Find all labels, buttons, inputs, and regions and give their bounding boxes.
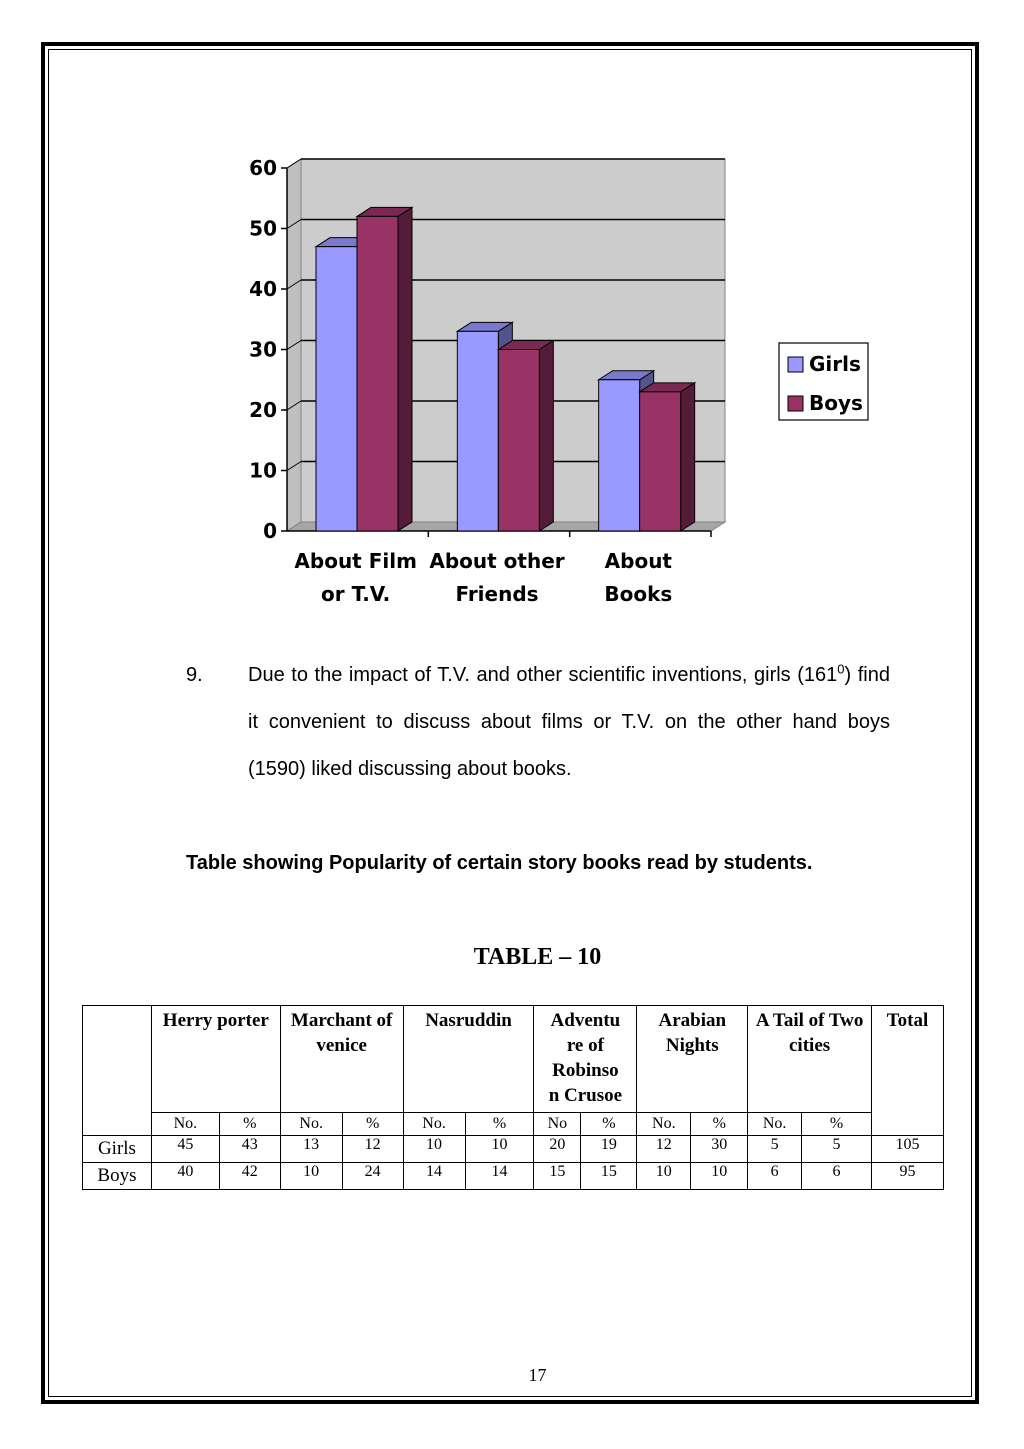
table-subheader-row: [83, 1113, 944, 1136]
header-arabian-nights: Arabian Nights: [637, 1006, 748, 1113]
table-cell: 5: [802, 1136, 872, 1163]
popularity-table: [82, 1005, 944, 1190]
y-tick-label: 30: [249, 337, 277, 362]
bar-boys: [498, 350, 539, 532]
subheader-cell: %: [691, 1113, 748, 1136]
table-cell: 95: [871, 1163, 943, 1190]
table-cell: 30: [691, 1136, 748, 1163]
table-cell: 24: [342, 1163, 403, 1190]
table-cell: 42: [219, 1163, 280, 1190]
legend-label-girls: Girls: [809, 352, 861, 376]
table-cell: 12: [637, 1136, 691, 1163]
row-label: Girls: [83, 1136, 152, 1163]
header-tail-of-two-cities: A Tail of Two cities: [748, 1006, 872, 1113]
table-cell: 15: [581, 1163, 637, 1190]
table-caption: Table showing Popularity of certain story books read by students.: [186, 852, 813, 874]
table-cell: 12: [342, 1136, 403, 1163]
subheader-cell: No.: [637, 1113, 691, 1136]
bar-chart: [240, 150, 890, 620]
subheader-cell: %: [802, 1113, 872, 1136]
x-category-label: Books: [604, 582, 673, 606]
bar-girls: [599, 380, 640, 531]
table-cell: 20: [534, 1136, 581, 1163]
subheader-cell: No.: [151, 1113, 219, 1136]
bar-side: [681, 383, 695, 531]
header-herry-porter: Herry porter: [151, 1006, 280, 1113]
header-total: Total: [871, 1006, 943, 1136]
y-tick-label: 60: [249, 156, 277, 180]
subheader-cell: %: [581, 1113, 637, 1136]
subheader-cell: No: [534, 1113, 581, 1136]
subheader-cell: %: [465, 1113, 534, 1136]
paragraph-9: [186, 652, 890, 793]
x-category-label: Friends: [455, 582, 539, 606]
table-cell: 14: [403, 1163, 465, 1190]
x-category-label: About: [604, 549, 673, 573]
table-cell: 105: [871, 1136, 943, 1163]
x-category-label: or T.V.: [321, 582, 391, 606]
bar-boys: [640, 392, 681, 531]
page-number: 17: [528, 1365, 547, 1385]
table-cell: 43: [219, 1136, 280, 1163]
chart-category-labels: [294, 549, 672, 606]
x-category-label: About Film: [294, 549, 417, 573]
header-adventure-robinson-crusoe: Adventu re of Robinso n Crusoe: [534, 1006, 637, 1113]
table-title: TABLE – 10: [473, 944, 602, 970]
row-label: Boys: [83, 1163, 152, 1190]
paragraph-number: 9.: [186, 664, 203, 686]
subheader-cell: No.: [280, 1113, 342, 1136]
bar-girls: [457, 331, 498, 531]
subheader-cell: %: [219, 1113, 280, 1136]
header-nasruddin: Nasruddin: [403, 1006, 534, 1113]
table-cell: 10: [691, 1163, 748, 1190]
table-cell: 10: [403, 1136, 465, 1163]
y-tick-label: 0: [263, 519, 277, 543]
subheader-cell: %: [342, 1113, 403, 1136]
legend-label-boys: Boys: [809, 391, 863, 415]
table-cell: 6: [802, 1163, 872, 1190]
table-cell: 6: [748, 1163, 802, 1190]
bar-side: [398, 207, 412, 531]
chart-legend: [779, 343, 868, 420]
table-cell: 5: [748, 1136, 802, 1163]
bar-girls: [316, 247, 357, 531]
header-marchant-of-venice: Marchant of venice: [280, 1006, 403, 1113]
legend-swatch-boys: [788, 396, 803, 411]
y-tick-label: 10: [249, 458, 277, 483]
blank-header-cell: [83, 1006, 152, 1136]
table-cell: 10: [280, 1163, 342, 1190]
table-cell: 45: [151, 1136, 219, 1163]
subheader-cell: No.: [748, 1113, 802, 1136]
legend-swatch-girls: [788, 357, 803, 372]
table-cell: 10: [465, 1136, 534, 1163]
table-cell: 19: [581, 1136, 637, 1163]
table-cell: 15: [534, 1163, 581, 1190]
bar-boys: [357, 216, 398, 531]
table-cell: 40: [151, 1163, 219, 1190]
table-row: [83, 1163, 944, 1190]
y-tick-label: 50: [249, 216, 277, 241]
subheader-cell: No.: [403, 1113, 465, 1136]
table-cell: 14: [465, 1163, 534, 1190]
x-category-label: About other: [429, 549, 565, 573]
y-tick-label: 40: [249, 277, 277, 301]
table-header-row: [83, 1006, 944, 1113]
y-tick-label: 20: [249, 398, 277, 422]
table-cell: 10: [637, 1163, 691, 1190]
bar-side: [539, 341, 553, 532]
paragraph-text: Due to the impact of T.V. and other scientific inventions, girls $(161^0)$ find it convenient to discuss about films or T.V. on the other hand boys (1590) liked discussing about books.: [248, 661, 890, 780]
table-row: [83, 1136, 944, 1163]
table-cell: 13: [280, 1136, 342, 1163]
